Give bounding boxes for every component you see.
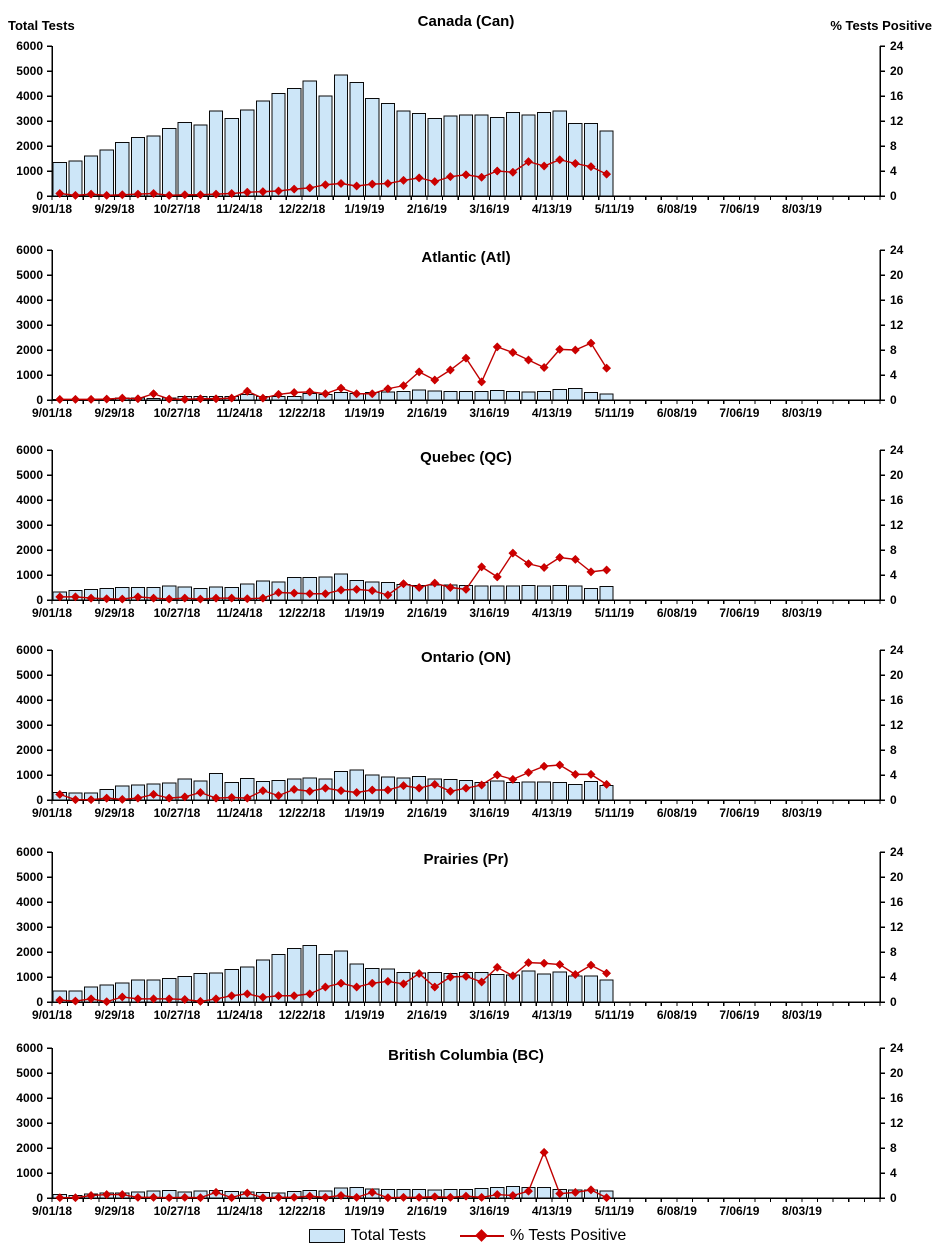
x-axis-tick-label: 1/19/19 (344, 406, 385, 420)
total-tests-bar (584, 976, 597, 1002)
pct-positive-marker (431, 376, 439, 384)
total-tests-bar (428, 391, 441, 400)
right-axis-tick-label: 12 (890, 718, 904, 732)
total-tests-bar (584, 124, 597, 197)
total-tests-bar (584, 393, 597, 401)
x-axis-tick-label: 9/01/18 (31, 406, 73, 420)
total-tests-bar (288, 89, 301, 197)
x-axis-tick-label: 6/08/19 (656, 1008, 697, 1022)
left-axis-tick-label: 0 (36, 995, 43, 1009)
x-axis-tick-label: 2/16/19 (406, 606, 447, 620)
x-axis-tick-label: 5/11/19 (594, 1204, 635, 1215)
pct-positive-marker (337, 384, 345, 392)
x-axis-tick-label: 11/24/18 (216, 606, 263, 620)
right-axis-tick-label: 4 (890, 164, 897, 178)
total-tests-bar (69, 161, 82, 196)
x-axis-tick-label: 5/11/19 (594, 202, 635, 216)
x-axis-tick-label: 12/22/18 (278, 1204, 326, 1215)
x-axis-tick-label: 1/19/19 (344, 806, 385, 820)
pct-positive-marker (87, 395, 95, 403)
x-axis-tick-label: 9/29/18 (94, 606, 135, 620)
total-tests-bar (194, 125, 207, 196)
total-tests-bar (397, 391, 410, 400)
x-axis-tick-label: 5/11/19 (594, 606, 635, 620)
x-axis-tick-label: 6/08/19 (656, 406, 697, 420)
total-tests-bar (584, 781, 597, 800)
x-axis-tick-label: 3/16/19 (469, 806, 510, 820)
pct-positive-marker (556, 553, 564, 561)
right-axis-tick-label: 20 (890, 468, 904, 482)
x-axis-tick-label: 7/06/19 (719, 606, 760, 620)
pct-positive-marker (493, 573, 501, 581)
left-axis-tick-label: 1000 (16, 970, 43, 984)
panel-title: Atlantic (Atl) (421, 249, 511, 266)
x-axis-tick-label: 4/13/19 (531, 1204, 572, 1215)
total-tests-bar (538, 1188, 551, 1199)
chart-canada (0, 0, 935, 228)
right-axis-tick-label: 16 (890, 493, 904, 507)
left-axis-tick-label: 4000 (16, 493, 43, 507)
pct-positive-marker (540, 959, 548, 967)
panel-title: Canada (Can) (417, 13, 515, 30)
total-tests-bar (553, 111, 566, 196)
pct-positive-marker (227, 394, 235, 402)
right-axis-tick-label: 8 (890, 945, 897, 959)
x-axis-tick-label: 1/19/19 (344, 606, 385, 620)
total-tests-bar (225, 119, 238, 197)
right-axis-tick-label: 8 (890, 139, 897, 153)
x-axis-tick-label: 9/01/18 (31, 806, 73, 820)
left-axis-tick-label: 1000 (16, 164, 43, 178)
x-axis-tick-label: 3/16/19 (469, 1008, 510, 1022)
pct-positive-marker (556, 960, 564, 968)
pct-positive-marker (290, 388, 298, 396)
pct-positive-marker (524, 356, 532, 364)
total-tests-bar (538, 112, 551, 196)
x-axis-tick-label: 7/06/19 (719, 1008, 760, 1022)
x-axis-tick-label: 7/06/19 (719, 806, 760, 820)
left-axis-tick-label: 3000 (16, 318, 43, 332)
right-axis-tick-label: 24 (890, 643, 904, 657)
pct-positive-marker (602, 969, 610, 977)
x-axis-tick-label: 4/13/19 (531, 1008, 572, 1022)
total-tests-bar (459, 391, 472, 400)
left-axis-tick-label: 2000 (16, 945, 43, 959)
left-axis-tick-label: 0 (36, 189, 43, 203)
total-tests-bar (475, 586, 488, 600)
left-axis-tick-label: 6000 (16, 243, 43, 257)
total-tests-bar (600, 394, 613, 400)
right-axis-tick-label: 4 (890, 970, 897, 984)
panel-title: Ontario (ON) (421, 649, 511, 666)
pct-positive-marker (71, 395, 79, 403)
right-axis-tick-label: 0 (890, 393, 897, 407)
x-axis-tick-label: 8/03/19 (781, 806, 822, 820)
total-tests-bar (413, 114, 426, 197)
total-tests-bar (522, 392, 535, 400)
x-axis-tick-label: 6/08/19 (656, 606, 697, 620)
pct-positive-marker (134, 395, 142, 403)
total-tests-bar (147, 136, 160, 196)
chart-legend (0, 1215, 935, 1257)
pct-positive-line (60, 343, 607, 399)
chart-ontario (0, 628, 935, 830)
x-axis-tick-label: 2/16/19 (406, 202, 447, 216)
x-axis-tick-label: 1/19/19 (344, 1008, 385, 1022)
x-axis-tick-label: 11/24/18 (216, 806, 263, 820)
total-tests-bar (116, 142, 129, 196)
left-axis-tick-label: 6000 (16, 1041, 43, 1055)
x-axis-tick-label: 2/16/19 (406, 806, 447, 820)
total-tests-bar (272, 94, 285, 197)
pct-positive-marker (587, 961, 595, 969)
left-axis-tick-label: 4000 (16, 895, 43, 909)
total-tests-bar (538, 782, 551, 800)
x-axis-tick-label: 9/29/18 (94, 202, 135, 216)
total-tests-bar (538, 391, 551, 400)
right-axis-tick-label: 8 (890, 1141, 897, 1155)
x-axis-tick-label: 6/08/19 (656, 202, 697, 216)
left-axis-tick-label: 3000 (16, 920, 43, 934)
x-axis-tick-label: 6/08/19 (656, 806, 697, 820)
chart-british-columbia (0, 1028, 935, 1215)
x-axis-tick-label: 9/01/18 (31, 1008, 73, 1022)
pct-positive-marker (509, 549, 517, 557)
total-tests-bar (553, 585, 566, 600)
x-axis-tick-label: 9/29/18 (94, 806, 135, 820)
left-axis-tick-label: 3000 (16, 718, 43, 732)
right-axis-tick-label: 24 (890, 845, 904, 859)
left-axis-tick-label: 0 (36, 393, 43, 407)
pct-positive-marker (56, 395, 64, 403)
x-axis-tick-label: 12/22/18 (278, 202, 326, 216)
panel-title: Prairies (Pr) (423, 851, 509, 868)
legend-total-tests-label: Total Tests (350, 1227, 427, 1244)
x-axis-tick-label: 10/27/18 (153, 406, 201, 420)
right-axis-tick-label: 24 (890, 39, 904, 53)
right-axis-tick-label: 8 (890, 343, 897, 357)
total-tests-bar (491, 781, 504, 800)
total-tests-bar (100, 150, 113, 196)
x-axis-tick-label: 3/16/19 (469, 1204, 510, 1215)
pct-positive-marker (259, 394, 267, 402)
x-axis-tick-label: 9/01/18 (31, 1204, 73, 1215)
pct-positive-marker (477, 378, 485, 386)
total-tests-bar (569, 976, 582, 1002)
x-axis-tick-label: 11/24/18 (216, 202, 263, 216)
x-axis-tick-label: 7/06/19 (719, 1204, 760, 1215)
x-axis-tick-label: 8/03/19 (781, 202, 822, 216)
pct-positive-marker (524, 560, 532, 568)
total-tests-bar (506, 391, 519, 400)
total-tests-bar (459, 115, 472, 196)
total-tests-bar (600, 980, 613, 1002)
left-axis-tick-label: 2000 (16, 743, 43, 757)
x-axis-tick-label: 2/16/19 (406, 1008, 447, 1022)
total-tests-bar (475, 392, 488, 401)
x-axis-tick-label: 5/11/19 (594, 406, 635, 420)
right-axis-tick-label: 12 (890, 920, 904, 934)
right-axis-tick-label: 20 (890, 1066, 904, 1080)
total-tests-bar (444, 116, 457, 196)
total-tests-bar (491, 586, 504, 600)
right-axis-tick-label: 16 (890, 693, 904, 707)
left-axis-tick-label: 6000 (16, 845, 43, 859)
right-axis-title: % Tests Positive (830, 18, 932, 33)
total-tests-bar (522, 971, 535, 1002)
total-tests-bar (553, 390, 566, 401)
left-axis-tick-label: 6000 (16, 643, 43, 657)
left-axis-tick-label: 4000 (16, 1091, 43, 1105)
left-axis-tick-label: 3000 (16, 518, 43, 532)
right-axis-tick-label: 4 (890, 568, 897, 582)
x-axis-tick-label: 6/08/19 (656, 1204, 697, 1215)
x-axis-tick-label: 10/27/18 (153, 1008, 201, 1022)
right-axis-tick-label: 0 (890, 189, 897, 203)
total-tests-bar (569, 586, 582, 600)
left-axis-tick-label: 1000 (16, 568, 43, 582)
panel-title: British Columbia (BC) (388, 1047, 544, 1064)
total-tests-bar (413, 390, 426, 400)
x-axis-tick-label: 10/27/18 (153, 606, 201, 620)
left-axis-tick-label: 5000 (16, 268, 43, 282)
left-axis-tick-label: 1000 (16, 368, 43, 382)
right-axis-tick-label: 24 (890, 243, 904, 257)
left-axis-tick-label: 5000 (16, 64, 43, 78)
pct-positive-marker (571, 346, 579, 354)
left-axis-tick-label: 2000 (16, 139, 43, 153)
chart-prairies (0, 830, 935, 1028)
x-axis-tick-label: 8/03/19 (781, 1204, 822, 1215)
pct-positive-marker (196, 395, 204, 403)
x-axis-tick-label: 1/19/19 (344, 1204, 385, 1215)
pct-positive-marker (102, 395, 110, 403)
chart-atlantic (0, 228, 935, 428)
x-axis-tick-label: 8/03/19 (781, 606, 822, 620)
right-axis-tick-label: 12 (890, 518, 904, 532)
total-tests-bar (491, 117, 504, 196)
left-axis-tick-label: 0 (36, 793, 43, 807)
left-axis-tick-label: 5000 (16, 668, 43, 682)
left-axis-tick-label: 6000 (16, 443, 43, 457)
x-axis-tick-label: 10/27/18 (153, 1204, 201, 1215)
total-tests-bar (334, 951, 347, 1002)
pct-positive-marker (493, 343, 501, 351)
total-tests-bar (522, 586, 535, 601)
legend-item-pct-positive (460, 1227, 626, 1245)
x-axis-tick-label: 5/11/19 (594, 806, 635, 820)
x-axis-tick-label: 7/06/19 (719, 406, 760, 420)
total-tests-bar (147, 398, 160, 400)
x-axis-tick-label: 10/27/18 (153, 202, 201, 216)
right-axis-tick-label: 20 (890, 64, 904, 78)
left-axis-tick-label: 2000 (16, 343, 43, 357)
x-axis-tick-label: 4/13/19 (531, 406, 572, 420)
x-axis-tick-label: 4/13/19 (531, 806, 572, 820)
right-axis-tick-label: 0 (890, 793, 897, 807)
pct-positive-marker (540, 762, 548, 770)
pct-positive-marker (556, 761, 564, 769)
x-axis-tick-label: 9/29/18 (94, 1204, 135, 1215)
right-axis-tick-label: 16 (890, 1091, 904, 1105)
total-tests-bar (506, 112, 519, 196)
total-tests-bar (334, 75, 347, 196)
left-axis-tick-label: 3000 (16, 1116, 43, 1130)
left-axis-tick-label: 1000 (16, 768, 43, 782)
right-axis-tick-label: 8 (890, 543, 897, 557)
pct-positive-marker (493, 771, 501, 779)
right-axis-tick-label: 24 (890, 1041, 904, 1055)
pct-positive-marker (118, 394, 126, 402)
right-axis-tick-label: 4 (890, 1166, 897, 1180)
left-axis-tick-label: 1000 (16, 1166, 43, 1180)
total-tests-bar (538, 974, 551, 1002)
pct-positive-marker (602, 364, 610, 372)
x-axis-tick-label: 10/27/18 (153, 806, 201, 820)
left-axis-tick-label: 4000 (16, 89, 43, 103)
total-tests-bar (538, 586, 551, 600)
x-axis-tick-label: 3/16/19 (469, 202, 510, 216)
x-axis-tick-label: 1/19/19 (344, 202, 385, 216)
total-tests-bar (334, 393, 347, 401)
total-tests-bar (491, 975, 504, 1003)
pct-positive-marker (477, 563, 485, 571)
total-tests-bar (475, 115, 488, 196)
total-tests-bar (256, 101, 269, 196)
total-tests-bar (209, 111, 222, 196)
left-axis-tick-label: 0 (36, 593, 43, 607)
x-axis-tick-label: 3/16/19 (469, 606, 510, 620)
total-tests-bar (569, 389, 582, 401)
total-tests-bar (241, 110, 254, 196)
pct-positive-marker (540, 1148, 548, 1156)
x-axis-tick-label: 12/22/18 (278, 806, 326, 820)
right-axis-tick-label: 12 (890, 1116, 904, 1130)
left-axis-tick-label: 5000 (16, 1066, 43, 1080)
x-axis-tick-label: 5/11/19 (594, 1008, 635, 1022)
total-tests-bar (569, 784, 582, 800)
pct-positive-marker (165, 395, 173, 403)
total-tests-bar (584, 588, 597, 600)
total-tests-bar (303, 81, 316, 196)
total-tests-bar (553, 972, 566, 1002)
right-axis-tick-label: 4 (890, 768, 897, 782)
total-tests-bar (506, 586, 519, 600)
x-axis-tick-label: 2/16/19 (406, 406, 447, 420)
pct-positive-marker (212, 395, 220, 403)
right-axis-tick-label: 24 (890, 443, 904, 457)
x-axis-tick-label: 12/22/18 (278, 406, 326, 420)
pct-positive-marker (524, 768, 532, 776)
right-axis-tick-label: 8 (890, 743, 897, 757)
left-axis-tick-label: 6000 (16, 39, 43, 53)
left-axis-tick-label: 4000 (16, 293, 43, 307)
total-tests-bar (334, 771, 347, 800)
left-axis-tick-label: 4000 (16, 693, 43, 707)
x-axis-tick-label: 8/03/19 (781, 406, 822, 420)
x-axis-tick-label: 7/06/19 (719, 202, 760, 216)
diamond-line-icon (460, 1230, 504, 1242)
left-axis-title: Total Tests (8, 18, 75, 33)
x-axis-tick-label: 12/22/18 (278, 606, 326, 620)
x-axis-tick-label: 9/29/18 (94, 406, 135, 420)
right-axis-tick-label: 16 (890, 293, 904, 307)
x-axis-tick-label: 2/16/19 (406, 1204, 447, 1215)
total-tests-bar (506, 783, 519, 801)
total-tests-bar (522, 782, 535, 800)
bar-swatch-icon (309, 1229, 345, 1243)
x-axis-tick-label: 4/13/19 (531, 202, 572, 216)
left-axis-tick-label: 3000 (16, 114, 43, 128)
left-axis-tick-label: 2000 (16, 543, 43, 557)
right-axis-tick-label: 20 (890, 870, 904, 884)
total-tests-bar (553, 783, 566, 801)
total-tests-bar (350, 82, 363, 196)
x-axis-tick-label: 9/29/18 (94, 1008, 135, 1022)
total-tests-bar (444, 391, 457, 400)
right-axis-tick-label: 12 (890, 318, 904, 332)
pct-positive-marker (587, 339, 595, 347)
legend-pct-positive-label: % Tests Positive (510, 1227, 627, 1244)
left-axis-tick-label: 0 (36, 1191, 43, 1205)
pct-positive-marker (571, 770, 579, 778)
right-axis-tick-label: 4 (890, 368, 897, 382)
total-tests-bar (600, 131, 613, 196)
x-axis-tick-label: 11/24/18 (216, 1204, 263, 1215)
total-tests-bar (178, 122, 191, 196)
total-tests-bar (319, 955, 332, 1003)
right-axis-tick-label: 0 (890, 995, 897, 1009)
x-axis-tick-label: 11/24/18 (216, 1008, 263, 1022)
left-axis-tick-label: 2000 (16, 1141, 43, 1155)
pct-positive-marker (540, 563, 548, 571)
right-axis-tick-label: 12 (890, 114, 904, 128)
right-axis-tick-label: 20 (890, 668, 904, 682)
x-axis-tick-label: 9/01/18 (31, 202, 73, 216)
x-axis-tick-label: 11/24/18 (216, 406, 263, 420)
pct-positive-marker (602, 566, 610, 574)
right-axis-tick-label: 16 (890, 89, 904, 103)
right-axis-tick-label: 0 (890, 593, 897, 607)
chart-quebec (0, 428, 935, 628)
panel-title: Quebec (QC) (420, 449, 512, 466)
total-tests-bar (600, 586, 613, 600)
left-axis-tick-label: 5000 (16, 870, 43, 884)
right-axis-tick-label: 20 (890, 268, 904, 282)
pct-positive-marker (149, 390, 157, 398)
x-axis-tick-label: 12/22/18 (278, 1008, 326, 1022)
right-axis-tick-label: 0 (890, 1191, 897, 1205)
pct-positive-marker (509, 348, 517, 356)
total-tests-bar (131, 137, 144, 196)
x-axis-tick-label: 3/16/19 (469, 406, 510, 420)
total-tests-bar (163, 129, 176, 197)
total-tests-bar (491, 391, 504, 401)
total-tests-bar (522, 115, 535, 196)
legend-item-total-tests (309, 1227, 426, 1245)
right-axis-tick-label: 16 (890, 895, 904, 909)
left-axis-tick-label: 5000 (16, 468, 43, 482)
x-axis-tick-label: 8/03/19 (781, 1008, 822, 1022)
x-axis-tick-label: 9/01/18 (31, 606, 73, 620)
pct-positive-marker (587, 770, 595, 778)
x-axis-tick-label: 4/13/19 (531, 606, 572, 620)
